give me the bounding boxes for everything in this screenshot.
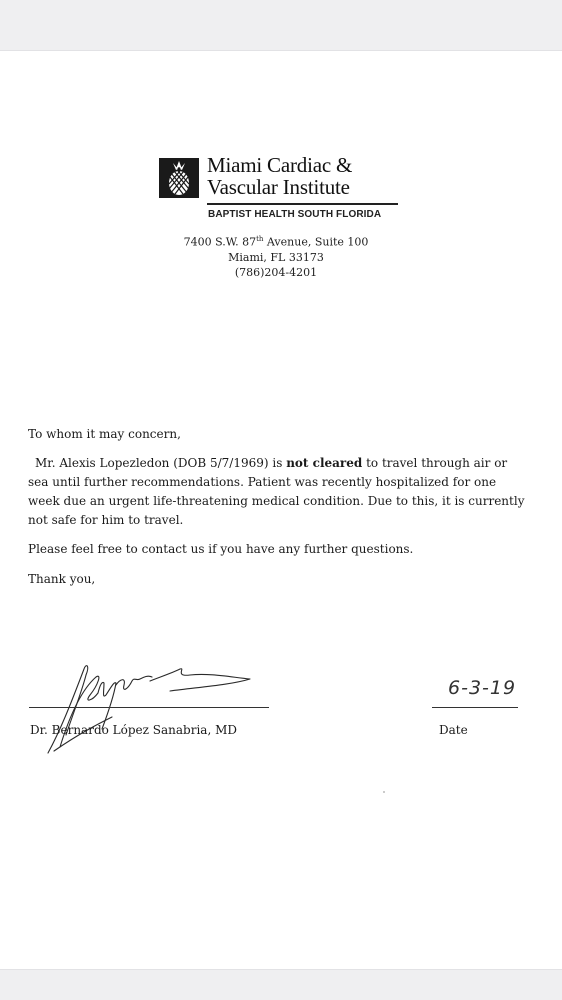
clearance-status: not cleared [286,456,363,470]
clearance-text-after: to travel through air or sea until further recommendations. Patient was recently hospitalized for one week due an urgent life-threatening medical condition. Due to this, it is currently not safe for him to travel. [28,456,525,527]
street-address-suffix: Avenue, Suite 100 [263,235,369,249]
letterhead-divider [207,203,398,205]
salutation: To whom it may concern, [28,427,181,441]
street-address-ordinal: th [256,235,264,243]
phone-number: (786)204-4201 [234,265,318,279]
organization-name [207,154,352,198]
date-line [432,707,518,708]
street-address [0,232,552,250]
date-label: Date [439,723,468,737]
organization-affiliation: BAPTIST HEALTH SOUTH FLORIDA [208,209,382,220]
city-line: Miami, FL 33173 [228,250,324,264]
clearance-paragraph [28,454,528,530]
clearance-text-before: Mr. Alexis Lopezledon (DOB 5/7/1969) is [35,456,287,470]
street-address-prefix: 7400 S.W. 87 [183,235,257,249]
signature-line [29,707,269,708]
organization-address [0,232,552,280]
organization-name-line2: Vascular Institute [207,175,350,199]
letter-page [0,50,562,970]
organization-name-line1: Miami Cardiac & [207,153,353,177]
closing: Thank you, [28,572,96,586]
signer-name: Dr. Bernardo López Sanabria, MD [30,723,237,737]
handwritten-date: 6-3-19 [448,677,517,699]
pineapple-icon [159,158,199,198]
handwritten-signature [40,651,270,761]
contact-paragraph: Please feel free to contact us if you have any further questions. [28,542,414,556]
scan-speck [383,791,385,793]
